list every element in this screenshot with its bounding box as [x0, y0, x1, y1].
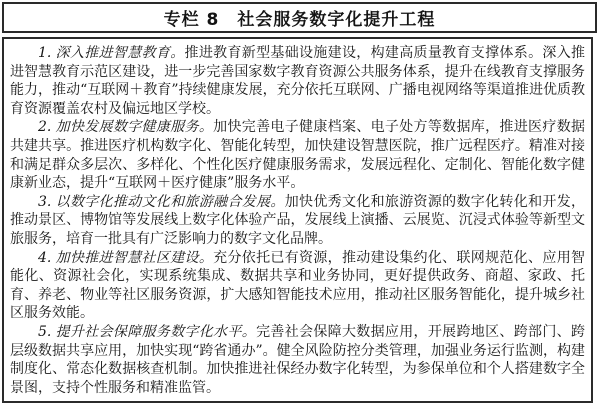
- section-body: 充分依托已有资源，推动建设集约化、联网规范化、应用智能化、资源社会化，实现系统集成、数据共享和业务协同，更好提供政务、商超、家政、托育、养老、物业等社区服务资源，扩大感知智能技术应用，推动社区服务智能化，提升城乡社区服务效能。: [10, 249, 586, 322]
- section-lead: 加快发展数字健康服务。: [55, 119, 214, 136]
- box-body: [2, 37, 593, 403]
- section-paragraph-5: [10, 323, 585, 397]
- section-paragraph-2: [10, 118, 585, 192]
- section-paragraph-1: [10, 44, 585, 118]
- section-body: 推进教育新型基础设施建设，构建高质量教育支撑体系。深入推进智慧教育示范区建设，进一步完善国家数字教育资源公共服务体系，提升在线教育支撑服务能力，推动“互联网＋教育”持续健康发展，充分依托互联网、广播电视网络等渠道推进优质教育资源覆盖农村及偏远地区学校。: [10, 45, 586, 117]
- section-lead: 以数字化推动文化和旅游融合发展。: [55, 193, 285, 210]
- section-number: 1.: [38, 45, 52, 61]
- section-body: 加快优秀文化和旅游资源的数字化转化和开发，推动景区、博物馆等发展线上数字化体验产品，发展线上演播、云展览、沉浸式体验等新型文旅服务，培育一批具有广泛影响力的数字文化品牌。: [10, 193, 586, 247]
- section-number: 5.: [38, 323, 52, 340]
- section-body: 加快完善电子健康档案、电子处方等数据库，推进医疗数据共建共享。推进医疗机构数字化、智能化转型，加快建设智慧医院，推广远程医疗。精准对接和满足群众多层次、多样化、个性化医疗健康服务需求，发展远程化、定制化、智能化数字健康新业态，提升“互联网＋医疗健康”服务水平。: [10, 119, 586, 192]
- section-number: 4.: [38, 249, 52, 266]
- section-body: 完善社会保障大数据应用，开展跨地区、跨部门、跨层级数据共享应用，加快实现“跨省通办”。健全风险防控分类管理，加强业务运行监测，构建制度化、常态化数据核查机制。加快推进社保经办数字化转型，为参保单位和个人搭建数字全景图，支持个性服务和精准监管。: [10, 323, 585, 396]
- section-paragraph-4: [10, 249, 585, 323]
- section-lead: 加快推进智慧社区建设。: [55, 249, 214, 266]
- section-lead: 提升社会保障服务数字化水平。: [55, 323, 257, 340]
- section-number: 2.: [38, 119, 52, 136]
- section-number: 3.: [38, 193, 52, 210]
- section-paragraph-3: [10, 193, 585, 249]
- box-title: 专栏 8 社会服务数字化提升工程: [163, 10, 436, 30]
- section-lead: 深入推进智慧教育。: [55, 45, 185, 61]
- box-title-bar: [2, 2, 597, 33]
